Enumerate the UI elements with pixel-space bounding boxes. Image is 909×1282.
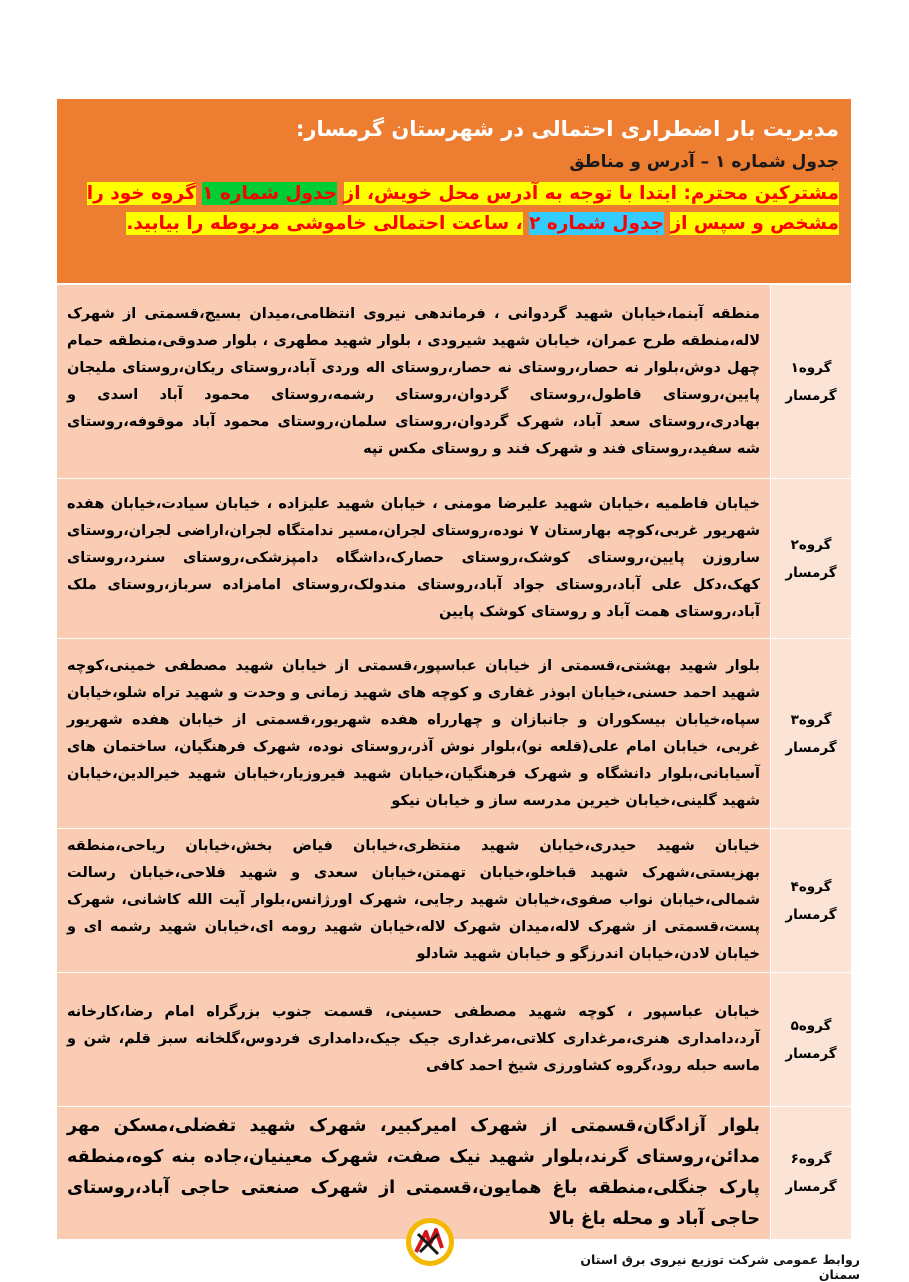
address-table <box>56 284 852 1240</box>
group-city: گرمسار <box>785 387 837 404</box>
group-label: گروه۴ <box>790 878 832 895</box>
address-cell: خیابان شهید حیدری،خیابان شهید منتظری،خیابان فیاض بخش،خیابان ریاحی،منطقه بهزیستی،شهرک شهید قباخلو،خیابان تهمتن،خیابان سعدی و شهید فلاحی،خیابان رسالت شمالی،خیابان نواب صفوی،خیابان شهید رجایی، شهرک اورژانس،بلوار آیت الله کاشانی، شهرک پست،قسمتی از شهرک لاله،میدان شهرک لاله،خیابان شهید رومه ای،خیابان شهید رشمه ای و خیابان لادن،خیابان اندرزگو و خیابان شهید شادلو <box>57 829 771 973</box>
table-row <box>57 639 852 829</box>
table-subtitle: جدول شماره ۱ – آدرس و مناطق <box>569 152 839 172</box>
group-cell <box>771 973 852 1107</box>
group-label: گروه۵ <box>790 1017 832 1034</box>
footer-text: روابط عمومی شرکت توزیع نیروی برق استان سمنان <box>580 1252 860 1282</box>
notice-part-4: جدول شماره ۲ <box>529 213 664 234</box>
address-cell: بلوار آزادگان،قسمتی از شهرک امیرکبیر، شهرک شهید تفضلی،مسکن مهر مدائن،روستای گرند،بلوار شهید نیک صفت، شهرک معینیان،جاده بنه کوه،منطقه پارک جنگلی،منطقه باغ همایون،قسمتی از شهرک صنعتی حاجی آباد،روستای حاجی آباد و محله باغ بالا <box>57 1107 771 1240</box>
table-row <box>57 285 852 479</box>
table-row <box>57 973 852 1107</box>
address-cell: منطقه آبنما،خیابان شهید گردوانی ، فرماندهی نیروی انتظامی،میدان بسیج،قسمتی از شهرک لاله،منطقه طرح عمران، خیابان شهید شیرودی ، بلوار شهید مطهری ، بلوار صدوقی،منطقه حمام چهل دوش،بلوار نه حصار،روستای نه حصار،روستای اله وردی آباد،روستای ریکان،روستای ملیجان پایین،روستای قاطول،روستای گردوان،روستای رشمه،روستای محمود آباد اسدی و بهادری،روستای سعد آباد، شهرک گردوان،روستای سلمان،روستای محمود آباد موقوفه،روستای شه سفید،روستای فند و شهرک فند و روستای مکس تپه <box>57 285 771 479</box>
group-cell <box>771 829 852 973</box>
group-cell <box>771 1107 852 1240</box>
page-title: مدیریت بار اضطراری احتمالی در شهرستان گرمسار: <box>296 117 839 141</box>
table-row <box>57 479 852 639</box>
address-cell: خیابان فاطمیه ،خیابان شهید علیرضا مومنی ، خیابان شهید علیزاده ، خیابان سیادت،خیابان هفده شهریور غربی،کوچه بهارستان ۷ نوده،روستای لجران،مسیر ندامتگاه لجران،اراضی لجران،روستای ساروزن پایین،روستای کوشک،روستای حصارک،داشگاه دامپزشکی،روستای سنرد،روستای کهک،دکل علی آباد،روستای جواد آباد،روستای مندولک،روستای امامزاده سرباز،روستای ملک آباد،روستای همت آباد و روستای کوشک پایین <box>57 479 771 639</box>
address-cell: بلوار شهید بهشتی،قسمتی از خیابان عباسپور،قسمتی از خیابان شهید مصطفی خمینی،کوچه شهید احمد حسنی،خیابان ابوذر غفاری و کوچه های شهید زمانی و وحدت و شهید تراه شلو،خیابان سپاه،خیابان بیسکوران و جانبازان و چهارراه هفده شهریور،قسمتی از خیابان هفده شهریور غربی، خیابان امام علی(قلعه نو)،بلوار نوش آذر،روستای نوده، شهرک فرهنگیان، ساختمان های آسیابانی،بلوار دانشگاه و شهرک فرهنگیان،خیابان شهید فیروزیار،خیابان شهید خیرالدین،خیابان شهید گلینی،خیابان خیرین مدرسه ساز و خیابان نیکو <box>57 639 771 829</box>
group-city: گرمسار <box>785 739 837 756</box>
group-label: گروه۱ <box>790 359 832 376</box>
document-sheet <box>56 98 852 1240</box>
group-city: گرمسار <box>785 1179 837 1195</box>
header-panel <box>56 98 852 284</box>
group-cell <box>771 639 852 829</box>
notice-part-1: مشترکین محترم: ابتدا با توجه به آدرس محل خویش، از <box>343 183 839 204</box>
table-row <box>57 829 852 973</box>
group-cell <box>771 285 852 479</box>
notice-part-5: ، ساعت احتمالی خاموشی مربوطه را بیابید. <box>126 213 523 234</box>
group-cell <box>771 479 852 639</box>
notice-part-2: جدول شماره ۱ <box>202 183 338 204</box>
notice-part-3: گروه خود را مشخص و سپس از <box>86 183 839 234</box>
group-city: گرمسار <box>785 564 837 581</box>
group-label: گروه۳ <box>790 711 832 728</box>
group-label: گروه۲ <box>790 536 832 553</box>
group-city: گرمسار <box>785 906 837 923</box>
power-distribution-logo-icon <box>402 1214 458 1270</box>
group-city: گرمسار <box>785 1045 837 1062</box>
group-label: گروه۶ <box>790 1151 832 1167</box>
notice-text <box>69 179 839 239</box>
address-cell: خیابان عباسپور ، کوچه شهید مصطفی حسینی، قسمت جنوب بزرگراه امام رضا،کارخانه آرد،دامداری هنری،مرغداری کلاتی،مرغداری جیک جیک،دامداری فردوس،گلخانه سبز قلم، شن و ماسه حبله رود،گروه کشاورزی شیخ احمد کافی <box>57 973 771 1107</box>
